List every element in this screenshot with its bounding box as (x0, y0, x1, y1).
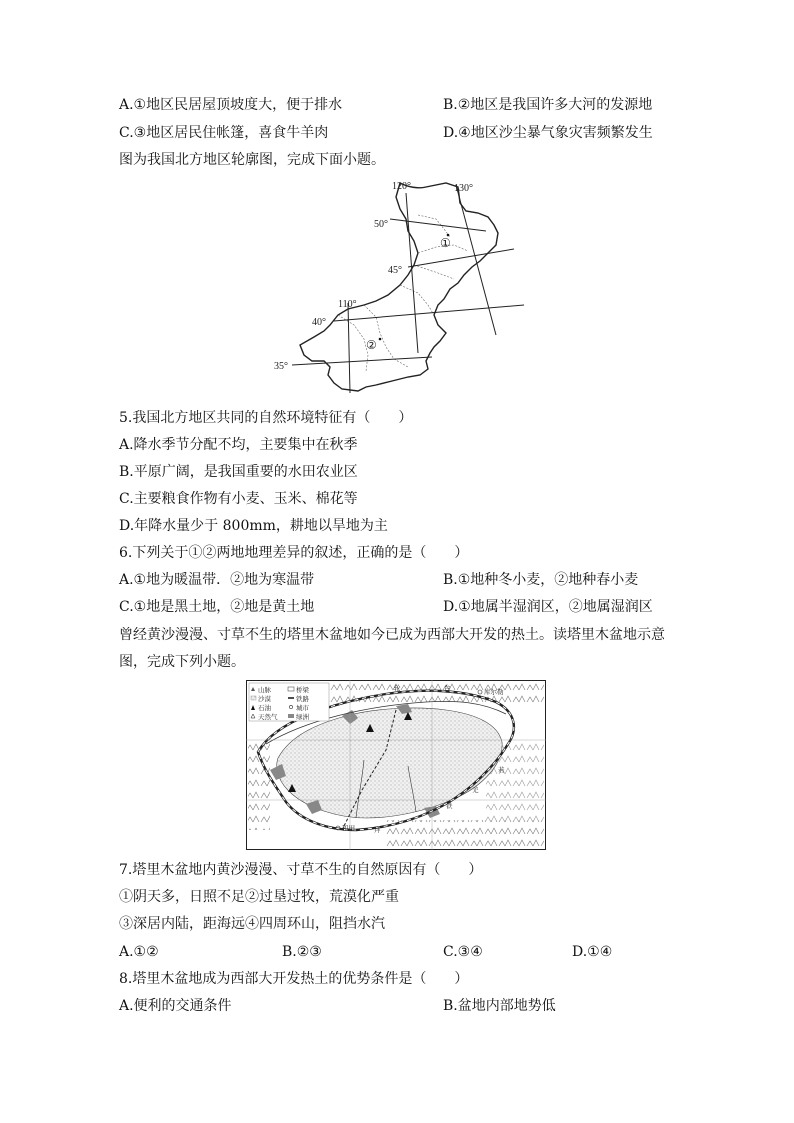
lat-50-label: 50° (374, 219, 388, 230)
legend-railway: 铁路 (296, 695, 309, 703)
label-ruo: 若 (498, 766, 505, 774)
q6-stem: 6.下列关于①②两地地理差异的叙述，正确的是（ ） (119, 545, 469, 561)
q6-option-b: B.①地种冬小麦，②地种春小麦 (443, 572, 639, 588)
q5-stem: 5.我国北方地区共同的自然环境特征有（ ） (119, 410, 413, 426)
q6-option-d: D.①地属半湿润区，②地属湿润区 (443, 599, 653, 615)
legend-oil: 石油 (258, 704, 271, 712)
q5-option-c: C.主要粮食作物有小麦、玉米、棉花等 (119, 491, 358, 507)
legend-mountain: 山脉 (258, 686, 271, 694)
option-d: D.④地区沙尘暴气象灾害频繁发生 (443, 125, 653, 141)
q7-stem: 7.塔里木盆地内黄沙漫漫、寸草不生的自然原因有（ ） (119, 862, 483, 878)
label-bai: 拜 (374, 826, 381, 834)
label-kuerle: 库尔勒 (484, 688, 504, 696)
lat-35-label: 35° (274, 361, 288, 372)
q8-option-b: B.盆地内部地势低 (443, 998, 556, 1014)
label-tie: 铁 (446, 802, 453, 810)
legend-city: 城市 (296, 704, 309, 712)
q7-option-c: C.③④ (443, 944, 483, 960)
q6-option-a: A.①地为暖温带．②地为寒温带 (119, 572, 315, 588)
option-c: C.③地区居民住帐篷，喜食牛羊肉 (119, 125, 329, 141)
option-a: A.①地区民居屋顶坡度大，便于排水 (119, 97, 343, 113)
north-china-map (268, 175, 528, 400)
q5-option-a: A.降水季节分配不均，主要集中在秋季 (119, 437, 358, 453)
q7-option-b: B.②③ (282, 944, 322, 960)
label-tai: 台 (444, 684, 451, 692)
region-outline (300, 183, 498, 391)
legend-gas: 天然气 (258, 713, 278, 721)
q5-option-b: B.平原广阔，是我国重要的水田农业区 (119, 464, 358, 480)
label-hetian: 和田 (342, 824, 355, 832)
lon-130-label: 130° (454, 183, 473, 194)
lat-40-label: 40° (312, 317, 326, 328)
option-b: B.②地区是我国许多大河的发源地 (443, 97, 653, 113)
q7-statement-1: ①阴天多，日照不足②过垦过牧，荒漠化严重 (119, 889, 399, 905)
intro-tarim-line2: 图，完成下列小题。 (119, 654, 245, 670)
legend-bridge: 桥梁 (296, 686, 309, 694)
q7-option-d: D.①④ (572, 944, 613, 960)
label-lun: 轮 (394, 684, 401, 692)
tarim-basin-map (246, 680, 546, 850)
q6-option-c: C.①地是黑土地，②地是黄土地 (119, 599, 315, 615)
lon-120-label: 120° (392, 181, 411, 192)
lon-110-label: 110° (338, 299, 357, 310)
lat-45-label: 45° (388, 265, 402, 276)
intro-tarim-line1: 曾经黄沙漫漫、寸草不生的塔里木盆地如今已成为西部大开发的热土。读塔里木盆地示意 (119, 627, 665, 643)
q7-statement-2: ③深居内陆，距海远④四周环山，阻挡水汽 (119, 916, 385, 932)
q8-option-a: A.便利的交通条件 (119, 998, 232, 1014)
intro-north-china: 图为我国北方地区轮廓图，完成下面小题。 (119, 152, 385, 168)
legend-desert: 沙漠 (258, 695, 271, 703)
legend-oasis: 绿洲 (296, 713, 309, 721)
point-1-label: ① (440, 236, 451, 250)
q8-stem: 8.塔里木盆地成为西部大开发热土的优势条件是（ ） (119, 971, 469, 987)
point-2-label: ② (366, 338, 377, 352)
q5-option-d: D.年降水量少于 800mm，耕地以旱地为主 (119, 518, 388, 534)
label-qiang: 羌 (472, 786, 479, 794)
q7-option-a: A.①② (119, 944, 159, 960)
